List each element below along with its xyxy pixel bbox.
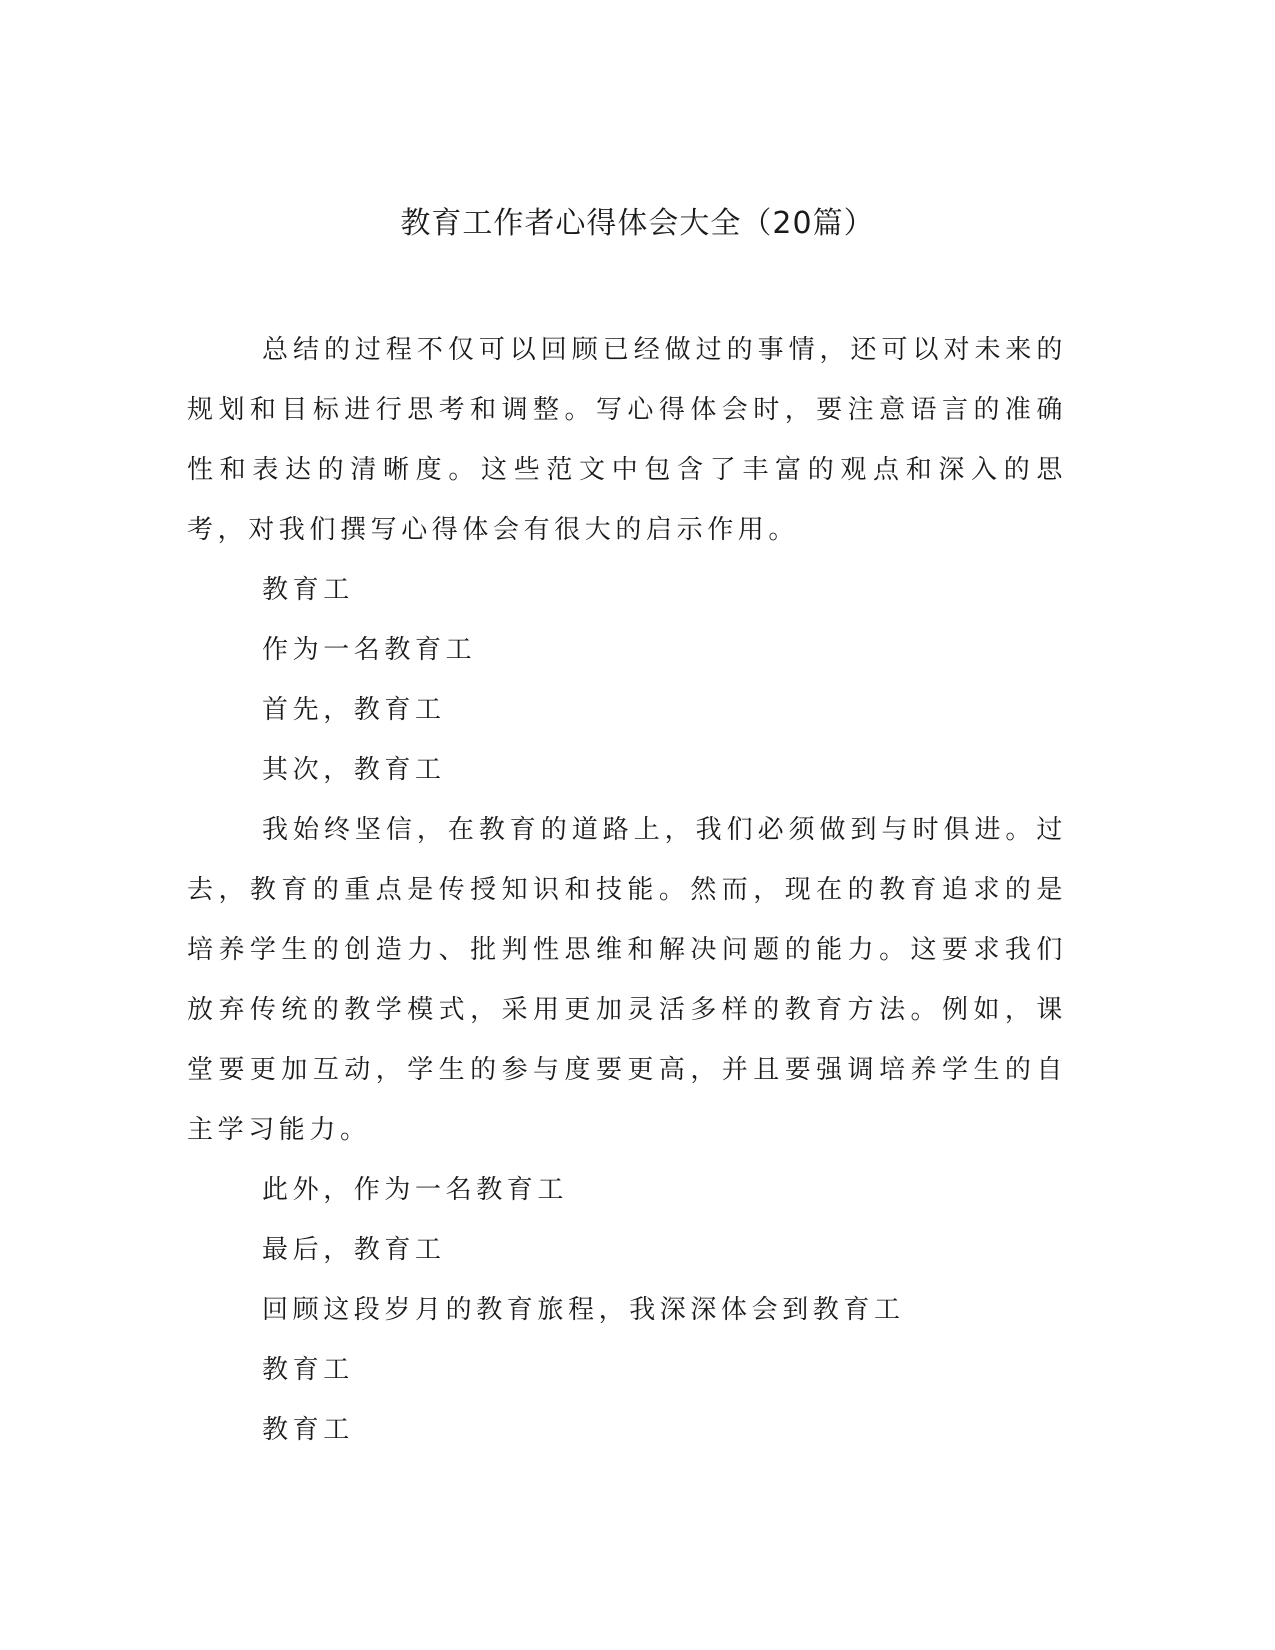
paragraph: 此外，作为一名教育工 (262, 1175, 569, 1205)
paragraph: 最后，教育工 (262, 1235, 446, 1265)
document-title: 教育工作者心得体会大全（20篇） (400, 206, 875, 241)
paragraph: 教育工 (262, 575, 354, 605)
paragraph: 我始终坚信，在教育的道路上，我们必须做到与时俱进。过去，教育的重点是传授知识和技能。然而，现在的教育追求的是培养学生的创造力、批判性思维和解决问题的能力。这要求我们放弃传统的教学模式，采用更加灵活多样的教育方法。例如，课堂要更加互动，学生的参与度要更高，并且要强调培养学生的自主学习能力。 (187, 815, 1067, 1145)
paragraph: 首先，教育工 (262, 695, 446, 725)
paragraph: 教育工 (262, 1415, 354, 1445)
paragraph: 总结的过程不仅可以回顾已经做过的事情，还可以对未来的规划和目标进行思考和调整。写心得体会时，要注意语言的准确性和表达的清晰度。这些范文中包含了丰富的观点和深入的思考，对我们撰写心得体会有很大的启示作用。 (187, 335, 1067, 545)
paragraph: 其次，教育工 (262, 755, 446, 785)
document-body (187, 320, 1067, 1460)
paragraph: 回顾这段岁月的教育旅程，我深深体会到教育工 (262, 1295, 905, 1325)
paragraph: 作为一名教育工 (262, 635, 477, 665)
paragraph: 教育工 (262, 1355, 354, 1385)
